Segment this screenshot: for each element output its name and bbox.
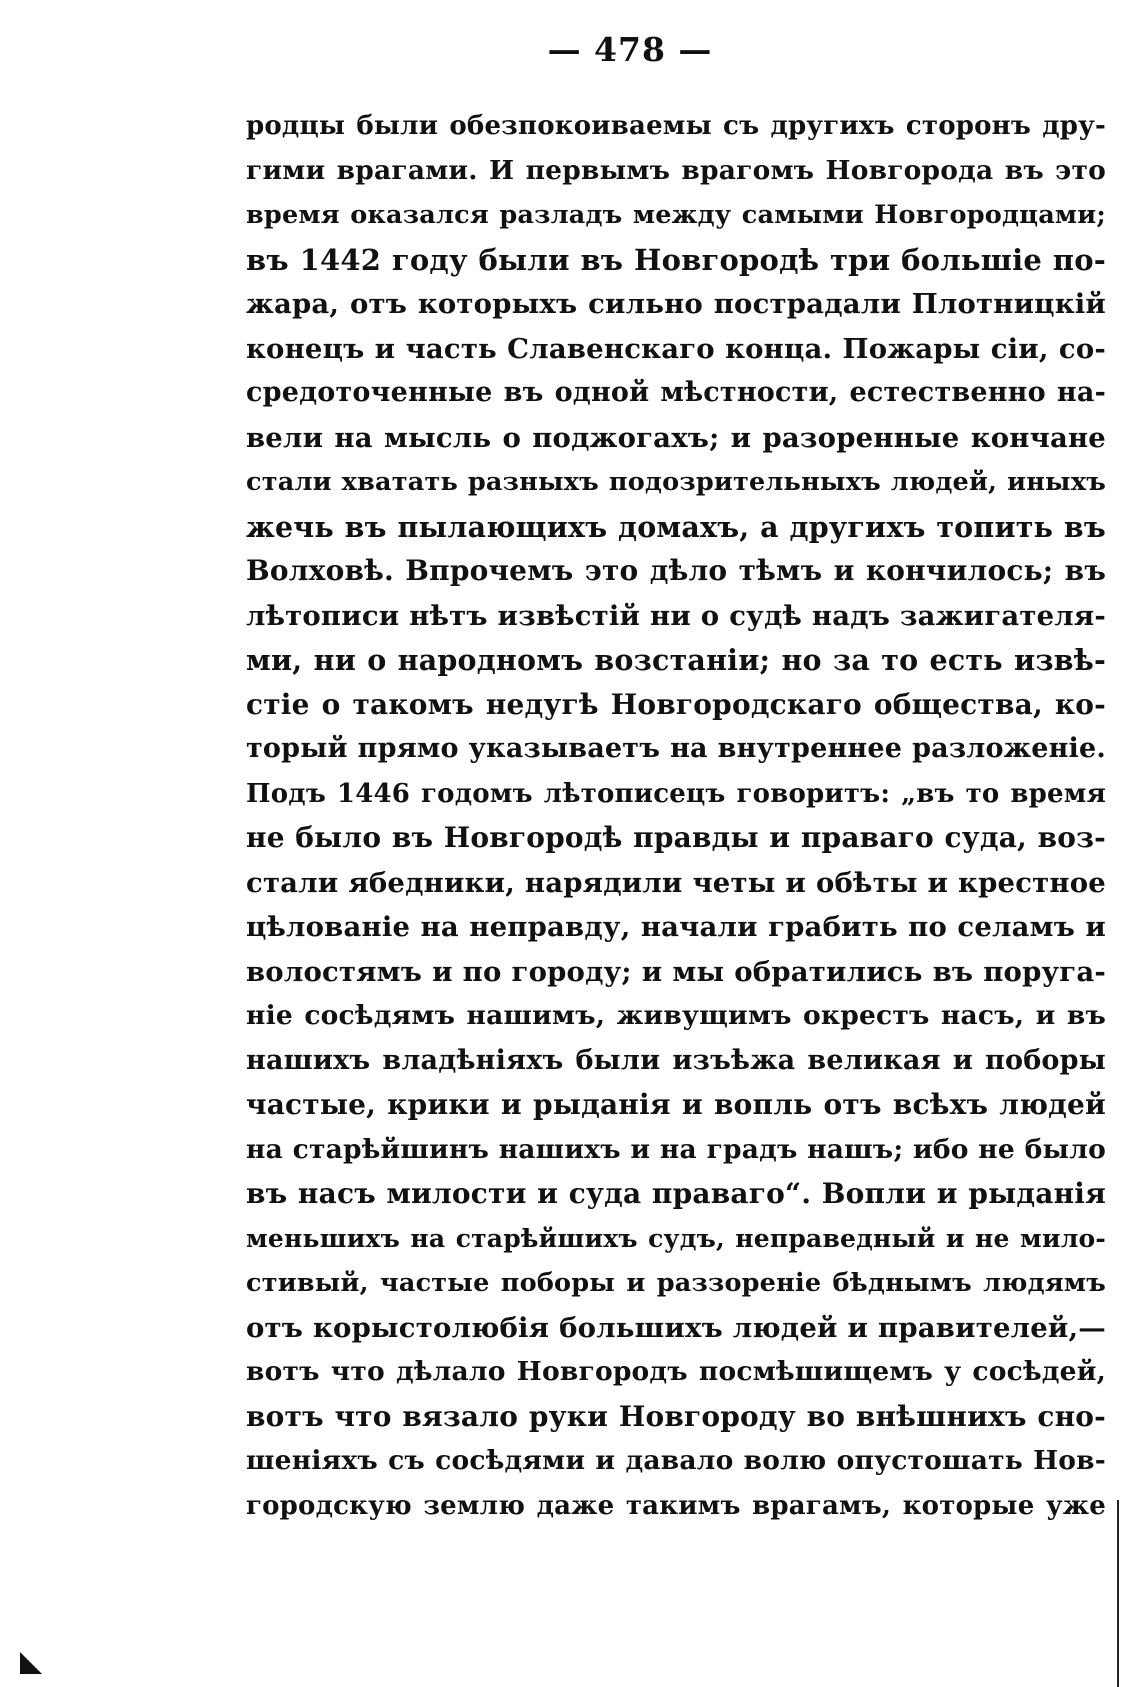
text-line: меньшихъ на старѣйшихъ судъ, неправедный и не мило-: [246, 1223, 1106, 1253]
page-number: — 478 —: [547, 30, 713, 69]
text-line: торый прямо указываетъ на внутреннее разложеніе.: [246, 733, 1106, 764]
margin-rule: [1117, 1500, 1119, 1687]
text-line: вели на мысль о поджогахъ; и разоренные кончане: [246, 421, 1106, 454]
text-line: конецъ и часть Славенскаго конца. Пожары сіи, со-: [246, 332, 1106, 365]
text-line: гими врагами. И первымъ врагомъ Новгорода въ это: [246, 154, 1106, 186]
text-line: жара, отъ которыхъ сильно пострадали Плотницкій: [246, 288, 1106, 320]
text-line: на старѣйшинъ нашихъ и на градъ нашъ; ибо не было: [246, 1133, 1106, 1165]
text-line: время оказался разладъ между самыми Новгородцами;: [246, 200, 1106, 230]
text-line: стивый, частые поборы и раззореніе бѣднымъ людямъ: [246, 1268, 1106, 1298]
text-line: Волховѣ. Впрочемъ это дѣло тѣмъ и кончилось; въ: [246, 554, 1106, 587]
text-line: не было въ Новгородѣ правды и праваго суда, воз-: [246, 821, 1106, 854]
corner-mark: [20, 1652, 42, 1674]
body-text: [246, 104, 1106, 1528]
text-line: стали ябедники, нарядили четы и обѣты и крестное: [246, 866, 1106, 899]
text-line: нашихъ владѣніяхъ были изъѣжа великая и поборы: [246, 1044, 1106, 1076]
text-line: въ насъ милости и суда праваго“. Вопли и рыданія: [246, 1177, 1106, 1210]
text-line: вотъ что вязало руки Новгороду во внѣшнихъ сно-: [246, 1399, 1106, 1433]
text-line: Подъ 1446 годомъ лѣтописецъ говоритъ: „въ то время: [246, 778, 1106, 809]
text-line: частые, крики и рыданія и вопль отъ всѣхъ людей: [246, 1088, 1106, 1121]
text-line: родцы были обезпокоиваемы съ другихъ сторонъ дру-: [246, 111, 1106, 141]
text-line: лѣтописи нѣтъ извѣстій ни о судѣ надъ зажигателя-: [246, 599, 1106, 632]
text-line: отъ корыстолюбія большихъ людей и правителей,—: [246, 1311, 1106, 1344]
text-line: шеніяхъ съ сосѣдями и давало волю опустошать Нов-: [246, 1445, 1106, 1476]
text-line: волостямъ и по городу; и мы обратились въ поруга-: [246, 955, 1106, 988]
text-line: жечь въ пылающихъ домахъ, а другихъ топить въ: [246, 509, 1106, 544]
text-line: средоточенные въ одной мѣстности, естественно на-: [246, 377, 1106, 408]
text-line: стали хватать разныхъ подозрительныхъ людей, иныхъ: [246, 467, 1106, 497]
text-line: цѣлованіе на неправду, начали грабить по селамъ и: [246, 911, 1106, 943]
text-line: въ 1442 году были въ Новгородѣ три большіе по-: [246, 242, 1106, 277]
text-line: ми, ни о народномъ возстаніи; но за то есть извѣ-: [246, 643, 1106, 677]
text-line: вотъ что дѣлало Новгородъ посмѣшищемъ у сосѣдей,: [246, 1356, 1106, 1387]
text-line: стіе о такомъ недугѣ Новгородскаго общества, ко-: [246, 687, 1106, 721]
text-line: городскую землю даже такимъ врагамъ, которые уже: [246, 1490, 1106, 1521]
text-line: ніе сосѣдямъ нашимъ, живущимъ окрестъ насъ, и въ: [246, 1000, 1106, 1031]
